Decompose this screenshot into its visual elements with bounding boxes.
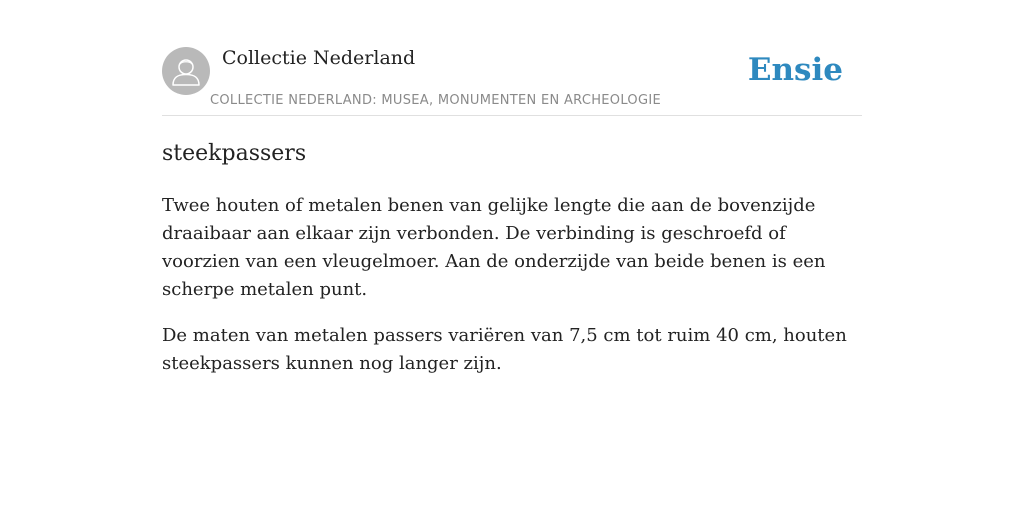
author-name[interactable]: Collectie Nederland xyxy=(222,47,416,69)
term-title: steekpassers xyxy=(162,141,307,166)
page-header xyxy=(162,46,862,116)
definition-paragraph: Twee houten of metalen benen van gelijke lengte die aan de bovenzijde draaibaar aan elkaar zijn verbonden. De verbinding is geschroefd of voorzien van een vleugelmoer. Aan de onderzijde van beide benen is een scherpe metalen punt. xyxy=(162,195,826,300)
definition-paragraph: De maten van metalen passers variëren van 7,5 cm tot ruim 40 cm, houten steekpassers kunnen nog langer zijn. xyxy=(162,325,847,374)
ensie-logo[interactable]: Ensie xyxy=(747,52,843,88)
user-silhouette-icon xyxy=(162,47,210,95)
author-avatar[interactable] xyxy=(162,47,210,95)
author-subtitle: COLLECTIE NEDERLAND: MUSEA, MONUMENTEN EN ARCHEOLOGIE xyxy=(210,93,661,108)
article-content xyxy=(162,138,862,378)
